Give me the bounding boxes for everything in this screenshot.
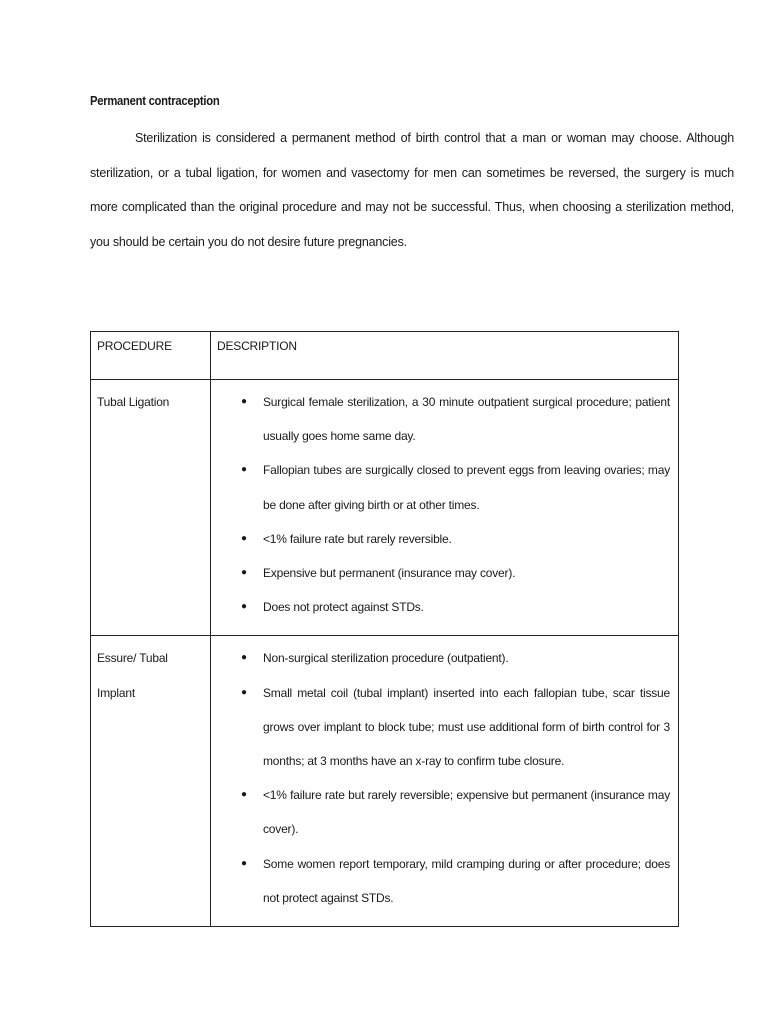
list-item-text: <1% failure rate but rarely reversible. <box>263 531 452 546</box>
bullet-icon: ● <box>241 464 247 476</box>
list-item <box>211 778 670 846</box>
list-item <box>211 453 670 521</box>
bullet-icon: ● <box>241 601 247 613</box>
description-list <box>211 385 670 624</box>
bullet-icon: ● <box>241 652 247 664</box>
list-item <box>211 590 670 624</box>
list-item-text: <1% failure rate but rarely reversible; expensive but permanent (insurance may cover). <box>263 788 670 837</box>
header-description: DESCRIPTION <box>211 332 679 380</box>
bullet-icon: ● <box>241 857 247 869</box>
list-item-text: Expensive but permanent (insurance may cover). <box>263 566 516 581</box>
bullet-icon: ● <box>241 686 247 698</box>
list-item <box>211 385 670 453</box>
description-cell <box>211 380 679 636</box>
list-item <box>211 676 670 779</box>
list-item <box>211 556 670 590</box>
description-list <box>211 641 670 915</box>
bullet-icon: ● <box>241 789 247 801</box>
procedure-name: Tubal Ligation <box>91 380 211 636</box>
list-item-text: Does not protect against STDs. <box>263 600 424 615</box>
table-header-row <box>91 332 679 380</box>
description-cell <box>211 636 679 927</box>
intro-paragraph: Sterilization is considered a permanent method of birth control that a man or woman may choose. Although sterilization, or a tubal ligation, for women and vasectomy for men can sometimes be reversed, the surgery is much more complicated than the original procedure and may not be successful. Thus, when choosing a sterilization method, you should be certain you do not desire future pregnancies. <box>90 131 734 249</box>
list-item <box>211 522 670 556</box>
list-item-text: Non-surgical sterilization procedure (outpatient). <box>263 651 509 666</box>
section-heading: Permanent contraception <box>90 94 220 108</box>
list-item-text: Small metal coil (tubal implant) inserted into each fallopian tube, scar tissue grows over implant to block tube; must use additional form of birth control for 3 months; at 3 months have an x-ray to confirm tube closure. <box>263 685 670 769</box>
procedures-table <box>90 331 679 927</box>
table-row <box>91 380 679 636</box>
table-row <box>91 636 679 927</box>
header-procedure: PROCEDURE <box>91 332 211 380</box>
list-item <box>211 641 670 675</box>
bullet-icon: ● <box>241 532 247 544</box>
list-item-text: Some women report temporary, mild cramping during or after procedure; does not protect against STDs. <box>263 856 670 905</box>
procedure-name: Essure/ Tubal Implant <box>91 636 211 927</box>
bullet-icon: ● <box>241 396 247 407</box>
list-item <box>211 847 670 915</box>
list-item-text: Fallopian tubes are surgically closed to prevent eggs from leaving ovaries; may be done after giving birth or at other times. <box>263 463 670 512</box>
list-item-text: Surgical female sterilization, a 30 minute outpatient surgical procedure; patient usually goes home same day. <box>263 395 670 444</box>
bullet-icon: ● <box>241 567 247 579</box>
